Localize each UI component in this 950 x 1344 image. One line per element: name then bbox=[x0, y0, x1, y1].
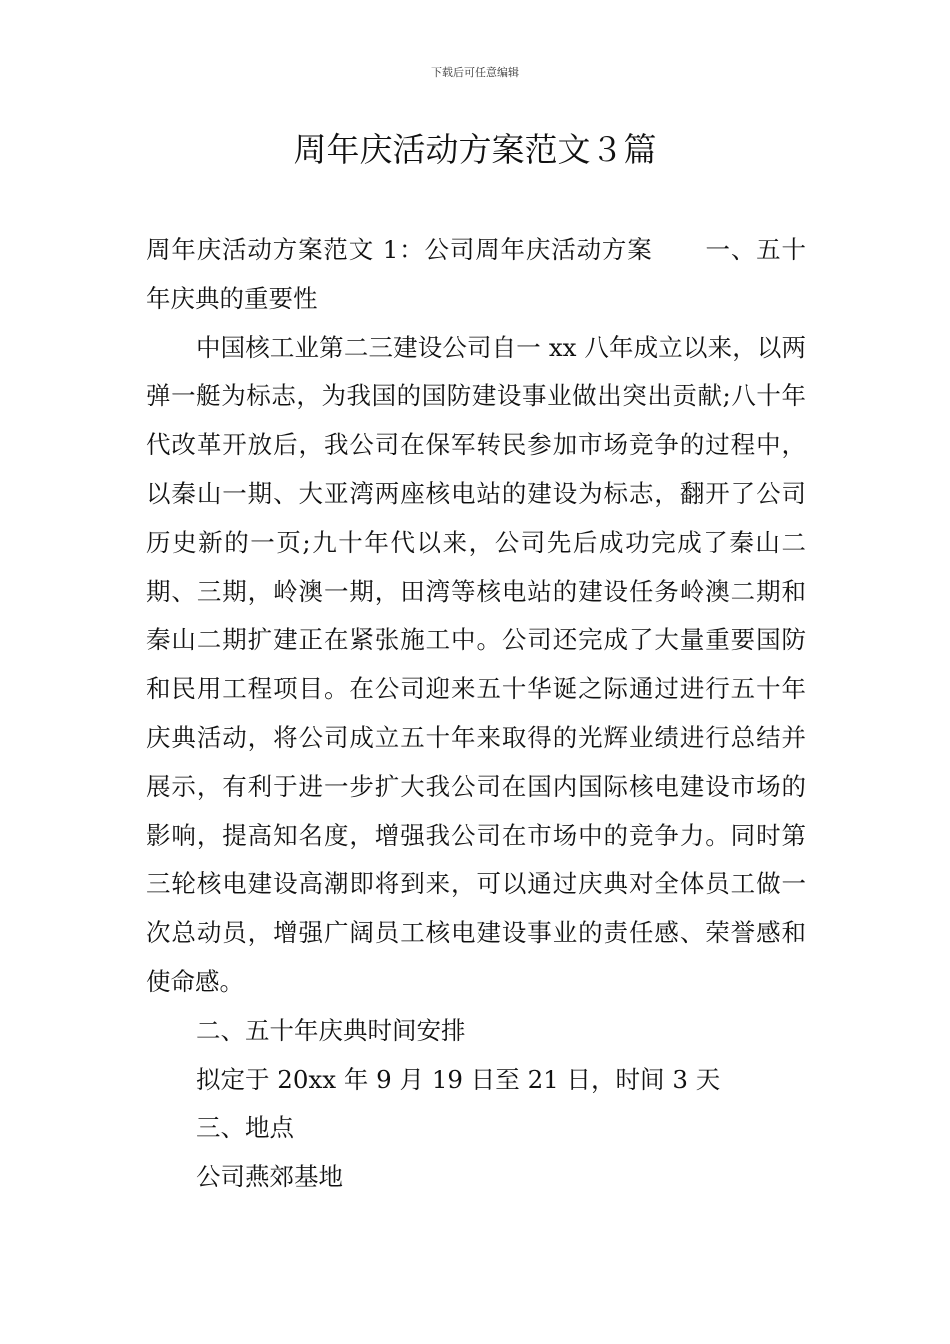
document-body bbox=[146, 226, 806, 1202]
section-intro-heading: 一、五十年庆典的重要性 bbox=[146, 235, 807, 313]
section-intro-lead: 周年庆活动方案范文 1：公司周年庆活动方案 bbox=[146, 235, 653, 264]
section-heading-time: 二、五十年庆典时间安排 bbox=[196, 1015, 466, 1045]
location-text: 公司燕郊基地 bbox=[196, 1162, 343, 1192]
document-title: 周年庆活动方案范文３篇 bbox=[293, 130, 657, 169]
section-heading-location: 三、地点 bbox=[196, 1113, 294, 1143]
section-intro bbox=[146, 226, 806, 324]
schedule-text: 拟定于 20xx 年 9 月 19 日至 21 日，时间 3 天 bbox=[196, 1064, 721, 1094]
body-paragraph: 中国核工业第二三建设公司自一 xx 八年成立以来，以两弹一艇为标志，为我国的国防建设事业做出突出贡献;八十年代改革开放后，我公司在保军转民参加市场竞争的过程中，以秦山一期、大亚湾两座核电站的建设为标志，翻开了公司历史新的一页;九十年代以来，公司先后成功完成了秦山二期、三期，岭澳一期，田湾等核电站的建设任务岭澳二期和秦山二期扩建正在紧张施工中。公司还完成了大量重要国防和民用工程项目。在公司迎来五十华诞之际通过进行五十年庆典活动，将公司成立五十年来取得的光辉业绩进行总结并展示，有利于进一步扩大我公司在国内国际核电建设市场的影响，提高知名度，增强我公司在市场中的竞争力。同时第三轮核电建设高潮即将到来，可以通过庆典对全体员工做一次总动员，增强广阔员工核电建设事业的责任感、荣誉感和使命感。 bbox=[146, 332, 806, 996]
header-note: 下载后可任意编辑 bbox=[431, 66, 519, 79]
